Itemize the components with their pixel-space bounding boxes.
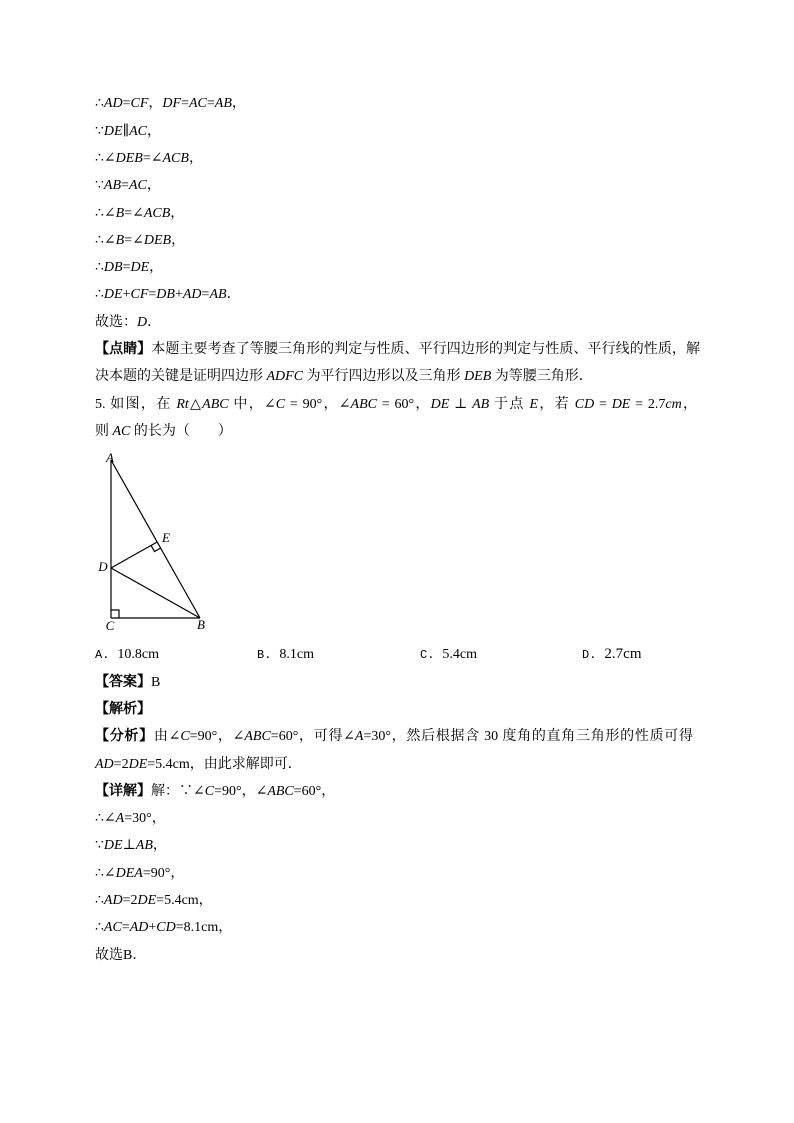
vertex-label-e: E [162, 529, 170, 545]
remark-label: 【点睛】 [95, 342, 152, 358]
option-a [95, 641, 159, 669]
detail-line [95, 805, 735, 832]
text-run: 如图，在 [105, 396, 177, 412]
text-run: 则 [95, 423, 113, 439]
right-angle-mark-c [111, 610, 119, 618]
text-run: + [148, 920, 157, 936]
text-run: ，若 [538, 396, 575, 412]
math-variable: DEB [464, 369, 492, 385]
math-variable: CD [156, 920, 176, 936]
text-run: =5.4cm， [156, 893, 213, 909]
text-run: =90°，∠ [214, 783, 268, 799]
detail-line [95, 887, 735, 914]
text-run: ⊥ [449, 396, 473, 412]
solution-line [95, 118, 735, 145]
text-run: ． [147, 314, 162, 330]
remark-text [151, 342, 700, 357]
text-run: = [122, 260, 131, 276]
option-value: 2.7cm [604, 646, 642, 663]
text-run: =30°， [124, 811, 166, 827]
math-variable: AD [103, 893, 123, 909]
answer-value: B [151, 674, 161, 690]
analysis-text [154, 729, 693, 744]
text-run: 由∠ [153, 729, 181, 745]
option-b [257, 641, 314, 669]
math-variable: AD [103, 96, 123, 112]
math-variable: DB [103, 260, 123, 276]
solution-line [95, 200, 735, 227]
math-variable: Rt [176, 396, 189, 412]
text-run: =60°，可得∠ [270, 729, 355, 745]
text-run: + [122, 287, 131, 303]
math-variable: AD [95, 756, 114, 772]
text-run: =90°，∠ [189, 729, 245, 745]
option-value: 8.1cm [279, 647, 315, 663]
text-run: ∴ [95, 96, 104, 112]
text-run: =2 [113, 756, 129, 772]
text-run: ， [152, 838, 167, 854]
text-run: ⊥ [122, 838, 136, 854]
analysis-line [95, 723, 693, 750]
text-run: 决本题的关键是证明四边形 [95, 369, 267, 385]
text-run: ∴ [95, 260, 104, 276]
text-run: ， [681, 396, 697, 412]
text-run: = 2.7 [630, 396, 666, 412]
text-run: =∠ [124, 205, 144, 221]
text-run: = [148, 287, 157, 303]
text-run: ∴∠ [95, 865, 116, 881]
vertex-label-d: D [98, 558, 108, 574]
math-variable: A [115, 811, 125, 827]
text-run: = [206, 96, 215, 112]
math-variable: DE [103, 287, 123, 303]
math-variable: AB [135, 838, 153, 854]
math-variable: DEB [115, 150, 143, 166]
math-variable: CF [130, 287, 149, 303]
text-run: =5.4cm，由此求解即可． [147, 756, 302, 772]
text-run: ， [170, 205, 185, 221]
text-run: ∴ [95, 287, 104, 303]
text-run: ∥ [122, 123, 130, 139]
text-run: 的长为（ ） [130, 423, 232, 439]
text-run: 本题主要考查了等腰三角形的判定与性质、平行四边形的判定与性质、平行线的性质，解 [151, 342, 701, 358]
segment-de [111, 542, 157, 568]
solution-line [95, 145, 735, 172]
solution-line [95, 90, 735, 117]
math-variable: AD [129, 920, 149, 936]
solution-line [95, 227, 735, 254]
triangle-figure [90, 445, 220, 640]
previous-solution-section [95, 90, 735, 445]
math-variable: B [115, 232, 125, 248]
text-run: 故选B． [95, 947, 147, 963]
math-variable: ABC [267, 783, 294, 799]
question-stem-text [106, 397, 698, 412]
text-run: = [122, 96, 131, 112]
detail-line [95, 860, 735, 887]
option-c [420, 641, 477, 669]
text-run: = [181, 96, 189, 112]
math-variable: A [354, 729, 364, 745]
math-variable: AC [129, 123, 147, 139]
math-variable: DF [162, 96, 182, 112]
remark-line [95, 363, 735, 390]
math-variable: DE [130, 260, 150, 276]
math-variable: ABC [244, 729, 271, 745]
text-run: =90°， [142, 865, 185, 881]
text-run: =60°， [293, 783, 336, 799]
detail-line [95, 832, 735, 859]
text-run: ， [146, 178, 161, 194]
math-variable: AC [188, 96, 207, 112]
option-value: 5.4cm [442, 647, 478, 663]
answer-section [95, 641, 735, 969]
text-run: = [121, 920, 130, 936]
text-run: = [201, 287, 210, 303]
solution-heading: 【解析】 [95, 701, 151, 717]
text-run: ∴∠ [95, 205, 116, 221]
math-variable: ACB [143, 205, 171, 221]
math-variable: cm [665, 396, 682, 412]
text-run: ∵ [95, 123, 104, 139]
segment-db [111, 568, 200, 618]
math-variable: D [137, 314, 148, 330]
text-run: 中，∠ [228, 396, 276, 412]
text-run: = 90°，∠ [285, 396, 351, 412]
detail-line [95, 914, 735, 941]
math-variable: DEB [143, 232, 172, 248]
solution-line [95, 254, 735, 281]
text-run: ∴∠ [95, 232, 116, 248]
math-variable: ABC [202, 396, 229, 412]
math-variable: AD [182, 287, 202, 303]
option-value: 10.8cm [117, 647, 160, 663]
math-variable: CF [130, 96, 149, 112]
text-run: = [121, 178, 129, 194]
answer-label: 【答案】 [95, 674, 151, 690]
text-run: ∴∠ [95, 150, 116, 166]
math-variable: CD [574, 396, 595, 412]
option-d [582, 641, 641, 669]
text-run: ∴ [95, 920, 104, 936]
math-variable: E [529, 396, 539, 412]
text-run: = 60°， [376, 396, 431, 412]
text-run: ， [188, 150, 203, 166]
math-variable: C [204, 783, 215, 799]
math-variable: DE [103, 838, 123, 854]
answer-line [95, 669, 735, 696]
detail-label: 【详解】 [95, 783, 151, 799]
text-run: =30°，然后根据含 30 度角的直角三角形的性质可得 [363, 729, 693, 745]
text-run: = [594, 396, 612, 412]
text-run: ， [231, 96, 246, 112]
math-variable: AB [472, 396, 490, 412]
math-variable: AC [112, 423, 131, 439]
math-variable: B [115, 205, 125, 221]
text-run: ， [146, 123, 161, 139]
text-run: 解：∵∠ [151, 783, 205, 799]
math-variable: ABC [350, 396, 377, 412]
math-variable: AB [214, 96, 232, 112]
math-variable: ADFC [266, 369, 304, 385]
option-letter: B. [257, 648, 272, 663]
text-run: ， [148, 96, 163, 112]
vertex-label-a: A [106, 449, 114, 465]
text-run: =∠ [124, 232, 144, 248]
math-variable: C [275, 396, 286, 412]
option-letter: D. [582, 648, 597, 663]
question-stem-line [95, 418, 735, 445]
math-variable: DEA [115, 865, 143, 881]
text-run: ， [171, 232, 186, 248]
option-letter: C. [420, 648, 435, 663]
vertex-label-c: C [105, 617, 115, 633]
text-run: ∴∠ [95, 811, 116, 827]
math-variable: C [180, 729, 190, 745]
detail-line [95, 778, 735, 805]
text-run: ∵ [95, 838, 104, 854]
math-variable: AB [209, 287, 227, 303]
text-run: =∠ [142, 150, 163, 166]
text-run: △ [188, 396, 203, 412]
detail-text [151, 784, 335, 799]
text-run: =8.1cm， [175, 920, 233, 936]
text-run: 为平行四边形以及三角形 [303, 369, 465, 385]
text-run: 于点 [489, 396, 530, 412]
math-variable: AC [128, 178, 147, 194]
text-run: + [174, 287, 183, 303]
math-variable: DE [137, 893, 157, 909]
option-letter: A. [95, 648, 110, 663]
conclusion-line [95, 309, 735, 336]
solution-heading-line [95, 696, 735, 723]
remark-line [95, 336, 700, 363]
vertex-label-b: B [197, 616, 205, 632]
solution-line [95, 281, 735, 308]
math-variable: DE [430, 396, 450, 412]
question-stem-line [95, 391, 697, 418]
question-number: 5. [95, 396, 106, 412]
solution-line [95, 172, 735, 199]
math-variable: ACB [162, 150, 189, 166]
math-variable: DE [611, 396, 631, 412]
text-run: 故选： [95, 314, 137, 330]
analysis-line [95, 751, 735, 778]
math-variable: AC [103, 920, 122, 936]
options-row [95, 641, 735, 668]
detail-conclusion-line [95, 942, 735, 969]
text-run: ． [226, 287, 241, 303]
text-run: =2 [122, 893, 138, 909]
text-run: ∵ [95, 178, 104, 194]
text-run: ， [149, 260, 164, 276]
math-variable: DB [156, 287, 175, 303]
segment-ab [111, 460, 200, 618]
analysis-label: 【分析】 [95, 729, 154, 745]
math-variable: DE [103, 123, 123, 139]
text-run: ∴ [95, 893, 104, 909]
text-run: 为等腰三角形． [491, 369, 593, 385]
math-variable: AB [103, 178, 122, 194]
math-variable: DE [128, 756, 148, 772]
